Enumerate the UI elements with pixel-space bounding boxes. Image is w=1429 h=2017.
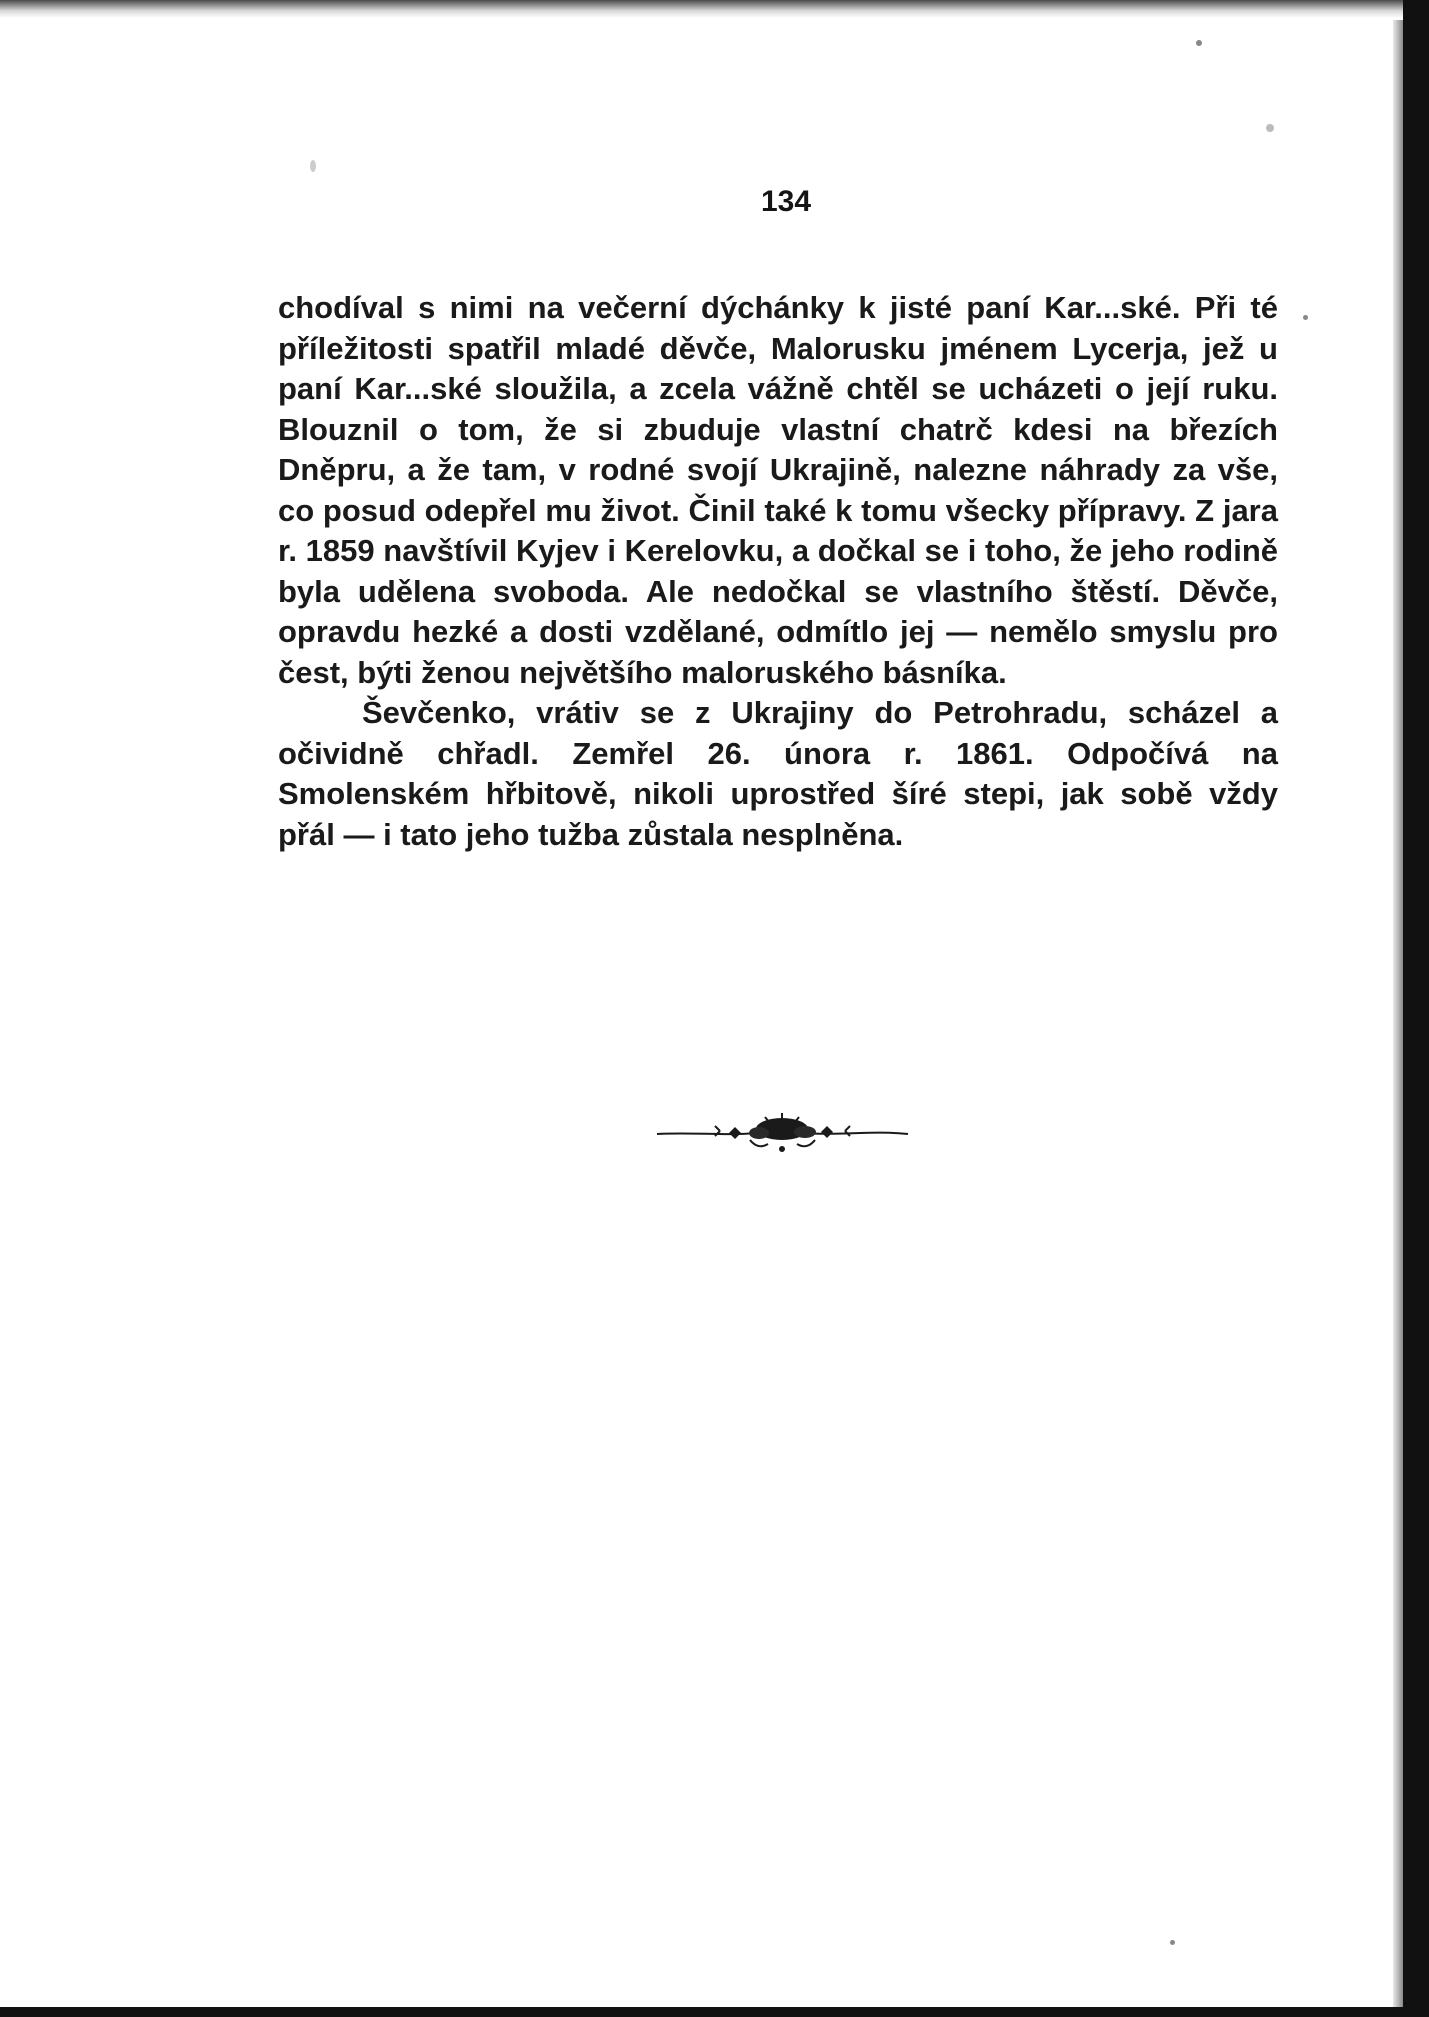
- page-shadow: [1393, 20, 1403, 2010]
- paragraph: Ševčenko, vrátiv se z Ukrajiny do Petrohradu, scházel a očividně chřadl. Zemřel 26. února r. 1861. Odpočívá na Smolenském hřbitově, nikoli uprostřed šíré stepi, jak sobě vždy přál — i tato jeho tužba zůstala nesplněna.: [278, 695, 1278, 852]
- page-number: 134: [760, 185, 812, 218]
- paragraph: chodíval s nimi na večerní dýchánky k jisté paní Kar...ské. Při té příležitosti spatřil mladé děvče, Malorusku jménem Lycerja, jež u paní Kar...ské sloužila, a zcela vážně chtěl se ucházeti o její ruku. Blouznil o tom, že si zbuduje vlastní chatrč kdesi na březích Dněpru, a že tam, v rodné svojí Ukrajině, nalezne náhrady za vše, co posud odepřel mu život. Činil také k tomu všecky přípravy. Z jara r. 1859 navštívil Kyjev i Kerelovku, a dočkal se i toho, že jeho rodině byla udělena svoboda. Ale nedočkal se vlastního štěstí. Děvče, opravdu hezké a dosti vzdělané, odmítlo jej — nemělo smyslu pro čest, býti ženou největšího maloruského básníka.: [278, 290, 1278, 690]
- dust-speck: [1266, 124, 1274, 132]
- floral-vignette-icon: [655, 1107, 910, 1157]
- scan-right-border: [1403, 0, 1429, 2017]
- dust-speck: [1196, 40, 1202, 46]
- scan-top-edge: [0, 0, 1403, 18]
- body-text: [278, 288, 1278, 855]
- dust-speck: [1303, 315, 1308, 320]
- dust-speck: [1170, 1940, 1175, 1945]
- scan-bottom-border: [0, 2007, 1429, 2017]
- dust-speck: [310, 160, 316, 172]
